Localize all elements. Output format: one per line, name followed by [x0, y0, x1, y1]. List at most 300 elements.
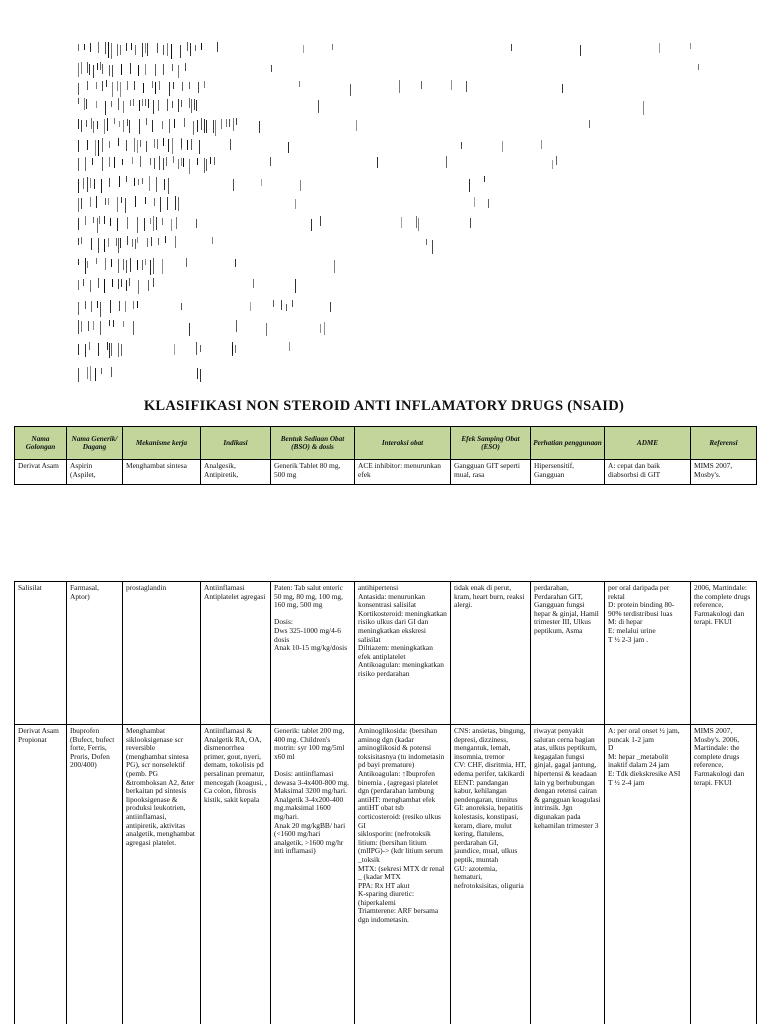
table-cell: Derivat Asam: [15, 460, 67, 485]
scan-mark: [78, 368, 79, 382]
scan-mark: [130, 100, 131, 106]
scan-mark: [138, 179, 139, 186]
scan-mark: [121, 344, 122, 356]
table-cell: A: per oral onset ½ jam, puncak 1-2 jam D M: hepar _metabolit inaktif dalam 24 jam E: Tdk diekskresike ASI T ½ 2-4 jam: [605, 725, 691, 1024]
scan-mark: [126, 260, 127, 273]
scan-mark: [204, 119, 205, 133]
scan-mark: [121, 64, 122, 75]
scan-mark: [109, 320, 110, 326]
scan-mark: [96, 258, 97, 264]
scan-mark: [181, 139, 182, 150]
scan-mark: [133, 321, 134, 335]
table-cell: 2006, Martindale: the complete drugs reference, Farmakologi dan terapi. FKUI: [691, 582, 757, 725]
scan-mark: [102, 81, 103, 91]
scan-mark: [150, 260, 151, 275]
scan-mark: [88, 321, 89, 331]
scan-mark: [155, 64, 156, 77]
scan-mark: [552, 160, 553, 169]
scan-mark: [210, 157, 211, 164]
scan-mark: [556, 156, 557, 165]
scan-mark: [446, 156, 447, 168]
scan-mark: [119, 301, 120, 311]
scan-mark: [199, 140, 200, 154]
scan-mark: [152, 120, 153, 132]
scan-mark: [165, 236, 166, 243]
scan-mark: [167, 43, 168, 56]
scan-mark: [139, 100, 140, 111]
scan-mark: [98, 140, 99, 156]
scan-mark: [266, 323, 267, 336]
scan-mark: [83, 279, 84, 286]
scan-mark: [221, 119, 222, 129]
scan-mark: [118, 279, 119, 289]
scan-mark: [117, 81, 118, 91]
scan-mark: [100, 321, 101, 335]
scan-mark: [118, 138, 119, 145]
scan-mark: [418, 218, 419, 231]
scan-mark: [171, 219, 172, 232]
scan-mark: [173, 156, 174, 162]
scan-mark: [98, 238, 99, 253]
scan-mark: [169, 82, 170, 96]
scan-mark: [139, 119, 140, 134]
table-cell: Derivat Asam Propionat: [15, 725, 67, 1024]
scan-mark: [112, 279, 113, 287]
scan-mark: [105, 258, 106, 270]
scan-mark: [189, 98, 190, 108]
scan-mark: [181, 158, 182, 165]
scan-mark: [146, 118, 147, 125]
table-cell: Salisilat: [15, 582, 67, 725]
header-cell: Efek Samping Obat (ESO): [451, 427, 531, 460]
table-cell: per oral daripada per rektal D: protein binding 80-90% terdistribusi luas M: di hepar E: melalui urine T ½ 2-3 jam .: [605, 582, 691, 725]
scan-mark: [164, 179, 165, 190]
scan-mark: [110, 218, 111, 226]
scan-mark: [105, 101, 106, 115]
table-cell: Analgesik, Antipiretik,: [201, 460, 271, 485]
scan-mark: [334, 260, 335, 273]
header-cell: Referensi: [691, 427, 757, 460]
scan-mark: [511, 44, 512, 51]
scan-mark: [169, 119, 170, 133]
table-cell: Menghambat siklooksigenase scr reversible (menghambat sintesa PG), scr nonselektif (pemb. PG &tromboksan A2, &ter berkaitan pd sintesis lipooksigenase & produksi leukotrien, antiinflamasi, antipiretik, aktivitas analgetik, menghambat agregasi platelet.: [123, 725, 201, 1024]
table-cell: prostaglandin: [123, 582, 201, 725]
scan-mark: [123, 101, 124, 113]
header-cell: Mekanisme kerja: [123, 427, 201, 460]
scan-mark: [286, 304, 287, 311]
scan-mark: [643, 101, 644, 114]
table-cell: Menghambat sintesa: [123, 460, 201, 485]
scan-mark: [78, 302, 79, 316]
scan-mark: [97, 218, 98, 234]
scan-mark: [81, 120, 82, 132]
scan-mark: [138, 280, 139, 294]
scan-mark: [137, 140, 138, 153]
table-cell: MIMS 2007, Mosby's. 2006, Martindale: the complete drugs reference, Farmakologi dan terapi. FKUI: [691, 725, 757, 1024]
scan-mark: [162, 121, 163, 129]
scan-mark: [377, 157, 378, 168]
scan-mark: [111, 101, 112, 107]
scan-mark: [98, 278, 99, 288]
scan-mark: [148, 280, 149, 291]
header-cell: ADME: [605, 427, 691, 460]
scan-mark: [201, 118, 202, 129]
scan-mark: [484, 176, 485, 182]
scan-mark: [143, 83, 144, 93]
scan-mark: [178, 197, 179, 211]
scan-mark: [324, 322, 325, 335]
scan-mark: [116, 238, 117, 245]
scan-mark: [469, 179, 470, 192]
scan-mark: [144, 218, 145, 231]
scan-mark: [167, 197, 168, 211]
scan-mark: [119, 176, 120, 187]
scan-mark: [178, 159, 179, 169]
scan-mark: [81, 321, 82, 332]
scan-mark: [111, 367, 112, 377]
scan-mark: [99, 216, 100, 223]
table-cell: Generik Tablet 80 mg, 500 mg: [271, 460, 355, 485]
scan-mark: [108, 198, 109, 205]
scan-mark: [78, 238, 79, 244]
scan-mark: [432, 240, 433, 254]
scan-mark: [235, 259, 236, 267]
scan-mark: [173, 82, 174, 89]
table-cell: Farmasal, Aptor): [67, 582, 123, 725]
scan-mark: [137, 301, 138, 308]
scan-mark: [87, 261, 88, 269]
scan-mark: [163, 64, 164, 75]
scan-mark: [90, 366, 91, 380]
table-cell: MIMS 2007, Mosby's.: [691, 460, 757, 485]
scan-mark: [171, 44, 172, 59]
scan-mark: [123, 321, 124, 327]
scan-mark: [167, 99, 168, 111]
scan-mark: [125, 198, 126, 212]
scan-mark: [111, 259, 112, 267]
scan-mark: [156, 177, 157, 193]
scan-mark: [153, 258, 154, 274]
scan-mark: [421, 81, 422, 89]
scan-mark: [95, 140, 96, 156]
scan-mark: [87, 367, 88, 379]
scan-mark: [174, 344, 175, 355]
scan-mark: [147, 238, 148, 248]
scan-mark: [154, 198, 155, 205]
scan-mark: [356, 120, 357, 131]
scan-mark: [217, 42, 218, 52]
scan-mark: [138, 65, 139, 76]
table-cell: Paten: Tab salut enteric 50 mg, 80 mg, 100 mg, 160 mg, 500 mg Dosis: Dws 325-1000 mg/4-6 dosis Anak 10-15 mg/kg/dosis: [271, 582, 355, 725]
scan-mark: [87, 62, 88, 73]
scan-mark: [78, 158, 79, 172]
scan-mark: [127, 217, 128, 229]
scan-mark: [78, 63, 79, 77]
scan-mark: [118, 343, 119, 357]
scan-mark: [187, 42, 188, 51]
scan-mark: [109, 157, 110, 167]
scan-mark: [92, 158, 93, 165]
document-title: KLASIFIKASI NON STEROID ANTI INFLAMATORY DRUGS (NSAID): [143, 398, 625, 414]
scan-mark: [311, 219, 312, 231]
scan-mark: [589, 120, 590, 128]
scan-mark: [271, 65, 272, 73]
scan-mark: [97, 63, 98, 70]
scan-mark: [235, 345, 236, 353]
scan-mark: [133, 99, 134, 106]
scan-mark: [78, 119, 79, 129]
scan-mark: [190, 43, 191, 56]
scan-mark: [193, 121, 194, 135]
scan-mark: [153, 278, 154, 287]
scan-mark: [259, 121, 260, 133]
scan-mark: [112, 82, 113, 97]
scan-mark: [78, 320, 79, 334]
scan-mark: [201, 43, 202, 50]
scan-mark: [145, 64, 146, 74]
scan-mark: [175, 196, 176, 210]
scan-mark: [474, 197, 475, 207]
scan-mark: [78, 98, 79, 104]
scan-mark: [168, 139, 169, 152]
scan-mark: [300, 180, 301, 192]
scan-mark: [118, 238, 119, 253]
table-cell: Antiinflamasi Antiplatelet agregasi: [201, 582, 271, 725]
scan-mark: [108, 238, 109, 247]
scan-mark: [183, 158, 184, 167]
scan-mark: [97, 301, 98, 308]
scan-mark: [85, 301, 86, 308]
scan-mark: [213, 120, 214, 133]
scan-mark: [114, 118, 115, 124]
scan-mark: [87, 81, 88, 90]
scan-mark: [157, 43, 158, 53]
scan-mark: [320, 216, 321, 226]
scan-mark: [120, 82, 121, 97]
scan-mark: [78, 179, 79, 194]
scan-mark: [261, 179, 262, 186]
scan-mark: [230, 139, 231, 150]
table-cell: Ibuprofen (Bufect, bufect forte, Ferris, Proris, Dofen 200/400): [67, 725, 123, 1024]
scan-mark: [93, 321, 94, 329]
scan-mark: [229, 119, 230, 128]
scan-mark: [107, 342, 108, 350]
scan-mark: [135, 196, 136, 207]
scan-mark: [163, 158, 164, 171]
scan-mark: [176, 217, 177, 229]
scan-mark: [96, 196, 97, 208]
scan-artifact-marks: [0, 0, 768, 390]
scan-mark: [127, 119, 128, 126]
scan-mark: [166, 157, 167, 167]
scan-mark: [125, 301, 126, 312]
scan-mark: [189, 323, 190, 336]
scan-mark: [212, 237, 213, 245]
scan-mark: [206, 120, 207, 133]
scan-mark: [145, 99, 146, 106]
scan-mark: [100, 302, 101, 318]
table-cell: ACE inhibitor: menurunkan efek: [355, 460, 451, 485]
scan-mark: [134, 178, 135, 186]
scan-mark: [81, 62, 82, 74]
scan-mark: [198, 82, 199, 93]
scan-mark: [200, 369, 201, 382]
scan-mark: [194, 99, 195, 109]
scan-mark: [134, 138, 135, 151]
scan-mark: [196, 342, 197, 355]
table-cell: Antiinflamasi & Analgetik RA, OA, dismenorrhea primer, gout, nyeri, demam, tokolisis pd persalinan prematur, mencegah (koagusi, , Ca colon, fibrosis kistik, sakit kepala: [201, 725, 271, 1024]
table-cell: Hipersensitif, Gangguan: [531, 460, 605, 485]
scan-mark: [156, 217, 157, 231]
scan-mark: [292, 300, 293, 307]
scan-mark: [461, 142, 462, 149]
scan-mark: [200, 345, 201, 352]
scan-mark: [288, 142, 289, 153]
scan-mark: [159, 81, 160, 90]
scan-mark: [131, 43, 132, 50]
scan-mark: [659, 43, 660, 53]
scan-mark: [104, 119, 105, 133]
scan-mark: [426, 239, 427, 245]
scan-mark: [91, 301, 92, 312]
scan-mark: [157, 139, 158, 149]
scan-mark: [102, 157, 103, 171]
scan-mark: [401, 217, 402, 229]
table-cell: riwayat penyakit saluran cerna bagian atas, ulkus peptikum, kegagalan fungsi ginjal, gagal jantung, hipertensi & keadaan lain yg berhubungan dengan retensi cairan & gangguan koagulasi intrinsik. Jgn digunakan pada kehamilan trimester 3: [531, 725, 605, 1024]
scan-mark: [215, 120, 216, 136]
scan-mark: [185, 63, 186, 71]
scan-mark: [117, 218, 118, 231]
scan-mark: [90, 280, 91, 292]
scan-mark: [90, 178, 91, 187]
scan-mark: [318, 100, 319, 113]
scan-mark: [81, 237, 82, 244]
scan-mark: [145, 259, 146, 265]
scan-mark: [303, 45, 304, 52]
scan-mark: [102, 64, 103, 74]
scan-mark: [137, 260, 138, 270]
scan-mark: [126, 176, 127, 182]
scan-mark: [332, 44, 333, 51]
scan-mark: [91, 118, 92, 129]
table-cell: perdarahan, Perdarahan GIT, Gangguan fungsi hepar & ginjal, Hamil trimester III, Ulkus peptikum, Asma: [531, 582, 605, 725]
scan-mark: [84, 44, 85, 51]
scan-mark: [191, 139, 192, 150]
scan-mark: [151, 237, 152, 246]
scan-mark: [197, 368, 198, 379]
scan-mark: [320, 324, 321, 333]
scan-mark: [135, 239, 136, 249]
table-cell: tidak enak di perut, kram, heart burn, reaksi alergi.: [451, 582, 531, 725]
scan-mark: [120, 45, 121, 55]
scan-mark: [416, 216, 417, 228]
scan-mark: [206, 159, 207, 172]
scan-mark: [109, 65, 110, 76]
scan-mark: [160, 197, 161, 212]
scan-mark: [91, 238, 92, 250]
table-cell: Generik: tablet 200 mg, 400 mg. Children's motrin: syr 100 mg/5ml x60 ml Dosis: antiinflamasi dewasa 3-4x400-800 mg. Maksimal 3200 mg/hari. Analgetik 3-4x200-400 mg.maksimal 1600 mg/hari. Anak 20 mg/kgBB/ hari (<1600 mg/hari analgetik, >1600 mg/hr inti inflamasi): [271, 725, 355, 1024]
scan-mark: [78, 259, 79, 266]
header-cell: Bentuk Sediaan Obat (BSO) & dosis: [271, 427, 355, 460]
scan-mark: [149, 176, 150, 191]
scan-mark: [162, 259, 163, 274]
scan-mark: [142, 43, 143, 57]
scan-mark: [118, 259, 119, 272]
scan-mark: [89, 64, 90, 75]
scan-mark: [111, 43, 112, 59]
scan-mark: [98, 42, 99, 53]
scan-mark: [232, 345, 233, 354]
scan-mark: [109, 343, 110, 357]
scan-mark: [172, 138, 173, 154]
scan-mark: [111, 343, 112, 357]
scan-mark: [180, 45, 181, 58]
scan-mark: [159, 156, 160, 170]
scan-mark: [105, 198, 106, 205]
scan-mark: [78, 280, 79, 290]
scan-mark: [295, 279, 296, 293]
scan-mark: [178, 65, 179, 78]
scan-mark: [126, 43, 127, 51]
scan-mark: [142, 178, 143, 184]
scan-mark: [178, 99, 179, 113]
scan-mark: [181, 100, 182, 107]
scan-mark: [86, 99, 87, 109]
scan-mark: [117, 44, 118, 57]
scan-mark: [97, 121, 98, 129]
scan-mark: [698, 64, 699, 70]
scan-mark: [127, 81, 128, 90]
scan-mark: [197, 158, 198, 165]
scan-mark: [145, 197, 146, 203]
scan-mark: [90, 197, 91, 207]
table-cell: A: cepat dan baik diabsorbsi di GIT: [605, 460, 691, 485]
scan-mark: [86, 120, 87, 127]
scan-mark: [195, 45, 196, 51]
scan-mark: [147, 43, 148, 56]
scan-mark: [295, 199, 296, 209]
scan-mark: [690, 43, 691, 49]
header-cell: Nama Golongan: [15, 427, 67, 460]
scan-mark: [123, 259, 124, 270]
scan-mark: [93, 121, 94, 133]
table-header-row: [15, 427, 757, 460]
scan-mark: [84, 98, 85, 110]
table-row: [15, 582, 757, 725]
table-row: [15, 460, 757, 485]
scan-mark: [466, 81, 467, 92]
scan-mark: [85, 258, 86, 274]
scan-mark: [78, 140, 79, 152]
scan-mark: [273, 300, 274, 307]
scan-mark: [126, 140, 127, 151]
scan-mark: [118, 98, 119, 110]
scan-mark: [122, 159, 123, 165]
scan-mark: [330, 302, 331, 312]
scan-mark: [113, 320, 114, 327]
scan-mark: [127, 236, 128, 245]
scan-mark: [250, 302, 251, 311]
scan-mark: [100, 62, 101, 70]
scan-mark: [137, 217, 138, 232]
scan-mark: [102, 138, 103, 152]
scan-mark: [87, 140, 88, 150]
header-cell: Indikasi: [201, 427, 271, 460]
scan-mark: [129, 120, 130, 133]
scan-mark: [186, 258, 187, 267]
scan-mark: [281, 300, 282, 310]
scan-mark: [541, 140, 542, 148]
